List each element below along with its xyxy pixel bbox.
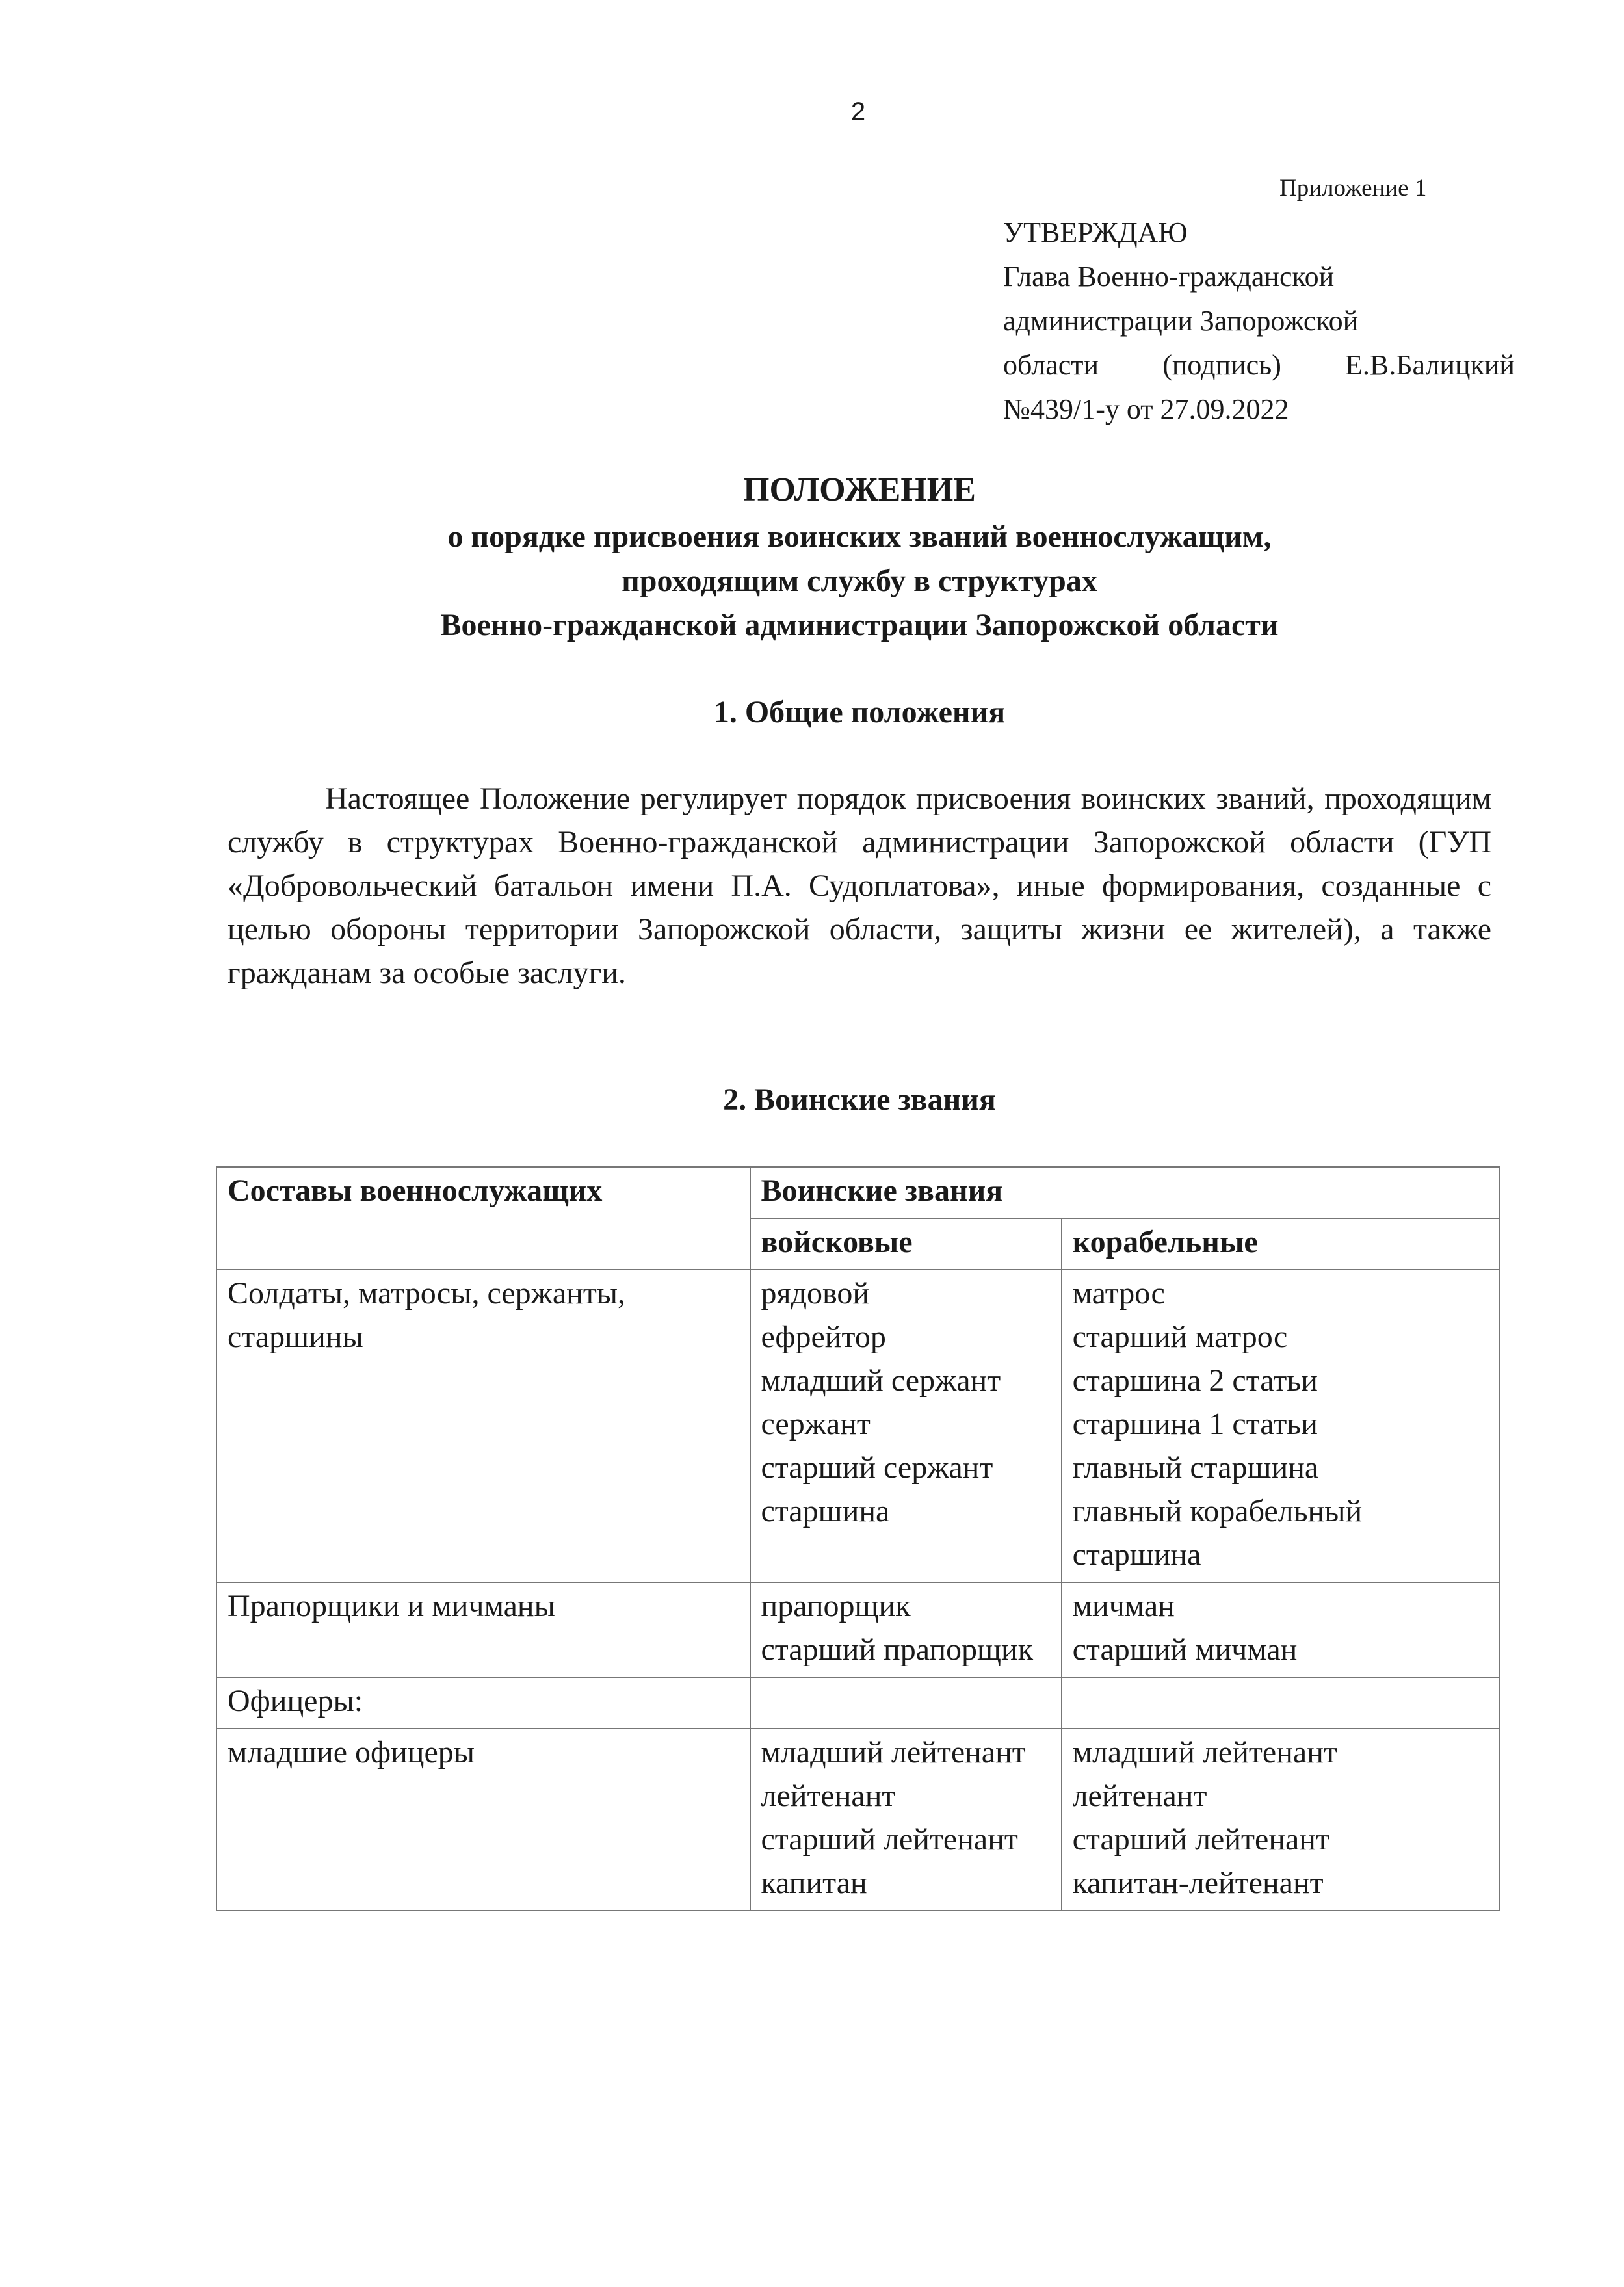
title-main: ПОЛОЖЕНИЕ [743,471,976,508]
army-rank: старший лейтенант [761,1822,1018,1857]
army-rank: старшина [761,1494,890,1528]
navy-rank: мичман [1072,1589,1175,1623]
army-rank: сержант [761,1407,871,1441]
navy-rank: лейтенант [1072,1779,1207,1813]
army-ranks-cell [750,1582,1062,1677]
composition-cell: Прапорщики и мичманы [216,1582,750,1677]
composition-cell: Офицеры: [216,1677,750,1729]
table-row [216,1270,1500,1582]
army-ranks-cell [750,1270,1062,1582]
navy-ranks-cell [1062,1677,1500,1729]
section-2-heading: 2. Воинские звания [723,1082,996,1117]
navy-rank: матрос [1072,1276,1165,1311]
approval-line: администрации Запорожской [1003,305,1359,337]
title-line: проходящим службу в структурах [622,564,1097,598]
navy-rank: старшина 1 статьи [1072,1407,1318,1441]
army-rank: младший сержант [761,1363,1001,1398]
header-navy: корабельные [1062,1218,1500,1270]
signature-placeholder: (подпись) [1162,349,1281,381]
order-number: №439/1-у от 27.09.2022 [1003,393,1289,425]
page-number: 2 [850,98,866,126]
appendix-label: Приложение 1 [1279,175,1427,202]
header-ranks: Воинские звания [750,1167,1500,1218]
approval-line: Глава Военно-гражданской [1003,261,1335,293]
army-rank: старший прапорщик [761,1632,1034,1667]
document-title [228,468,1491,647]
navy-rank: старшина 2 статьи [1072,1363,1318,1398]
army-ranks-cell [750,1729,1062,1911]
navy-ranks-cell [1062,1270,1500,1582]
navy-ranks-cell [1062,1729,1500,1911]
army-rank: младший лейтенант [761,1735,1026,1770]
navy-rank: главный старшина [1072,1450,1319,1485]
header-army: войсковые [750,1218,1062,1270]
navy-rank: младший лейтенант [1072,1735,1337,1770]
navy-ranks-cell [1062,1582,1500,1677]
title-line: о порядке присвоения воинских званий военнослужащим, [447,519,1272,554]
army-rank: прапорщик [761,1589,911,1623]
navy-rank: капитан-лейтенант [1072,1866,1324,1900]
army-rank: рядовой [761,1276,870,1311]
table-row [216,1677,1500,1729]
title-line: Военно-гражданской администрации Запорожской области [440,608,1279,642]
approval-block [1003,211,1536,432]
army-rank: старший сержант [761,1450,993,1485]
composition-cell: младшие офицеры [216,1729,750,1911]
ranks-table [216,1166,1500,1911]
composition-cell: Солдаты, матросы, сержанты, старшины [216,1270,750,1582]
table-header-row [216,1167,1500,1218]
approval-heading: УТВЕРЖДАЮ [1003,216,1188,248]
section-1-heading: 1. Общие положения [713,695,1006,729]
approval-line: области [1003,349,1099,381]
navy-rank: старший мичман [1072,1632,1298,1667]
navy-rank: старший матрос [1072,1320,1288,1354]
signature-line [1003,343,1515,387]
army-rank: лейтенант [761,1779,896,1813]
navy-rank: старший лейтенант [1072,1822,1329,1857]
navy-rank: главный корабельный старшина [1072,1494,1363,1572]
table-row [216,1729,1500,1911]
army-rank: капитан [761,1866,867,1900]
signatory-name: Е.В.Балицкий [1345,349,1515,381]
table-row [216,1582,1500,1677]
army-ranks-cell [750,1677,1062,1729]
army-rank: ефрейтор [761,1320,886,1354]
header-composition: Составы военнослужащих [216,1167,750,1270]
section-1-paragraph: Настоящее Положение регулирует порядок присвоения воинских званий, проходящим службу в структурах Военно-гражданской администрации Запорожской области (ГУП «Добровольческий батальон имени П.А. Судоплатова», иные формирования, созданные с целью обороны территории Запорожской области, защиты жизни ее жителей), а также гражданам за особые заслуги. [228,781,1491,990]
